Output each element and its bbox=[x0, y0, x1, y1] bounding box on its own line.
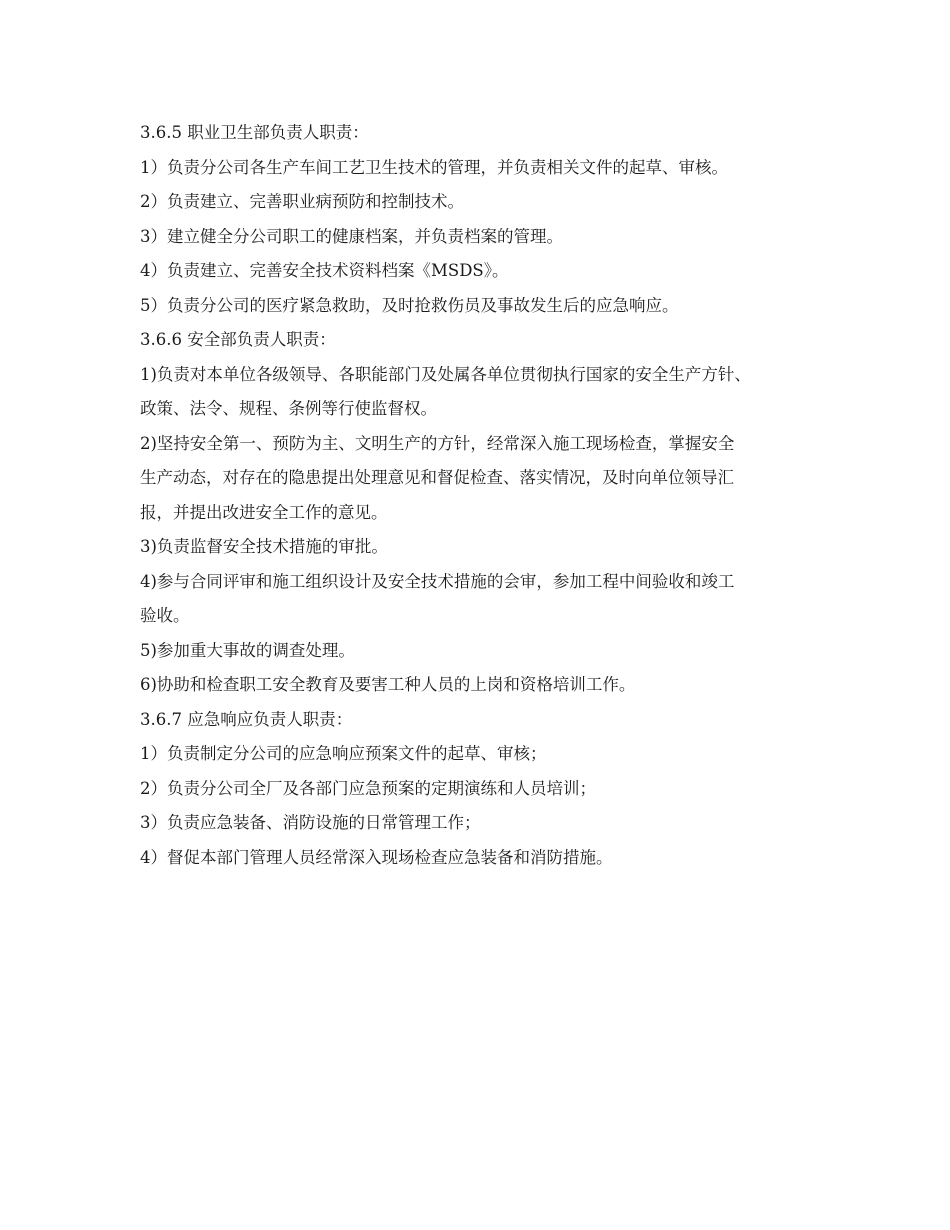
paragraph-line: 4）督促本部门管理人员经常深入现场检查应急装备和消防措施。 bbox=[140, 847, 613, 867]
paragraph-line: 报，并提出改进安全工作的意见。 bbox=[140, 502, 388, 522]
paragraph-line: 5)参加重大事故的调查处理。 bbox=[140, 640, 355, 660]
paragraph-line: 生产动态，对存在的隐患提出处理意见和督促检查、落实情况，及时向单位领导汇 bbox=[140, 468, 734, 487]
paragraph-line: 3）负责应急装备、消防设施的日常管理工作； bbox=[140, 813, 481, 832]
paragraph-line: 3）建立健全分公司职工的健康档案，并负责档案的管理。 bbox=[140, 226, 563, 246]
paragraph-line: 1)负责对本单位各级领导、各职能部门及处属各单位贯彻执行国家的安全生产方针、 bbox=[140, 364, 751, 384]
paragraph-line: 5）负责分公司的医疗紧急救助，及时抢救伤员及事故发生后的应急响应。 bbox=[140, 295, 679, 315]
document-body bbox=[140, 116, 840, 875]
paragraph-line: 4）负责建立、完善安全技术资料档案《MSDS》。 bbox=[140, 261, 509, 280]
paragraph-line: 验收。 bbox=[140, 606, 190, 625]
section-heading-3-6-7: 3.6.7 应急响应负责人职责： bbox=[140, 709, 353, 729]
paragraph-line: 1）负责制定分公司的应急响应预案文件的起草、审核； bbox=[140, 744, 547, 763]
paragraph-line: 2）负责建立、完善职业病预防和控制技术。 bbox=[140, 192, 464, 211]
paragraph-line: 2)坚持安全第一、预防为主、文明生产的方针，经常深入施工现场检查，掌握安全 bbox=[140, 433, 735, 453]
paragraph-line: 政策、法令、规程、条例等行使监督权。 bbox=[140, 399, 437, 418]
section-heading-3-6-5: 3.6.5 职业卫生部负责人职责： bbox=[140, 123, 369, 142]
paragraph-line: 4)参与合同评审和施工组织设计及安全技术措施的会审，参加工程中间验收和竣工 bbox=[140, 571, 735, 591]
paragraph-line: 1）负责分公司各生产车间工艺卫生技术的管理，并负责相关文件的起草、审核。 bbox=[140, 157, 728, 177]
paragraph-line: 2）负责分公司全厂及各部门应急预案的定期演练和人员培训； bbox=[140, 778, 596, 798]
paragraph-line: 3)负责监督安全技术措施的审批。 bbox=[140, 537, 388, 556]
section-heading-3-6-6: 3.6.6 安全部负责人职责： bbox=[140, 330, 336, 349]
paragraph-line: 6)协助和检查职工安全教育及要害工种人员的上岗和资格培训工作。 bbox=[140, 675, 636, 694]
